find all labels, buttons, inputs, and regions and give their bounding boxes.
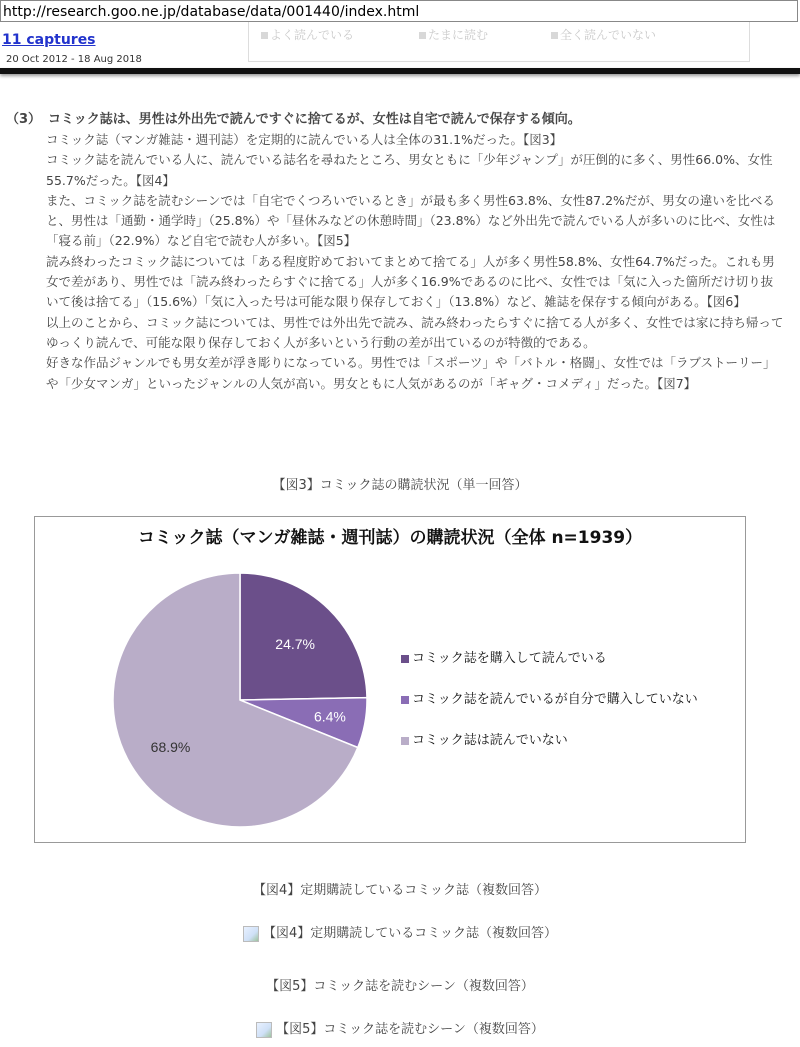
figure5-caption: 【図5】コミック誌を読むシーン（複数回答） xyxy=(266,979,534,994)
paragraph: コミック誌を読んでいる人に、読んでいる誌名を尋ねたところ、男女ともに「少年ジャンプ」が圧倒的に多く、男性66.0%、女性55.7%だった。【図4】 xyxy=(46,152,773,188)
section-heading xyxy=(6,108,581,127)
section-title: コミック誌は、男性は外出先で読んですぐに捨てるが、女性は自宅で読んで保存する傾向。 xyxy=(48,112,581,127)
figure4-caption: 【図4】定期購読しているコミック誌（複数回答） xyxy=(252,883,547,898)
broken-image-icon xyxy=(256,1022,272,1038)
paragraph: また、コミック誌を読むシーンでは「自宅でくつろいでいるとき」が最も多く男性63.8%、女性87.2%だが、男女の違いを比べると、男性は「通勤・通学時」（25.8%）や「昼休みなどの休憩時間」（23.8%）など外出先で読んでいる人が多いのに比べ、女性は「寝る前」（22.9%）など自宅で読む人が多い。【図5】 xyxy=(46,192,776,249)
broken-image-icon xyxy=(243,926,259,942)
legend-item-purchase: コミック誌を購入して読んでいる xyxy=(401,647,607,666)
legend-square-icon xyxy=(419,32,426,39)
section-number: （3） xyxy=(6,112,42,127)
legend-item-not-read: コミック誌は読んでいない xyxy=(401,729,568,748)
pie-chart-svg xyxy=(105,565,375,835)
article-body xyxy=(46,130,784,394)
legend-swatch-icon xyxy=(401,655,409,663)
figure4-alt-text: 【図4】定期購読しているコミック誌（複数回答） xyxy=(262,926,557,941)
faded-chart-legend xyxy=(248,22,750,62)
legend-square-icon xyxy=(551,32,558,39)
toolbar-divider xyxy=(0,68,800,74)
address-bar[interactable]: http://research.goo.ne.jp/database/data/001440/index.html xyxy=(0,0,798,22)
paragraph: 以上のことから、コミック誌については、男性では外出先で読み、読み終わったらすぐに捨てる人が多く、女性では家に持ち帰ってゆっくり読んで、可能な限り保存しておく人が多いという行動の差が出ているのが特徴的である。 xyxy=(46,314,784,350)
legend-square-icon xyxy=(261,32,268,39)
figure5-image[interactable] xyxy=(0,1018,800,1038)
legend-swatch-icon xyxy=(401,737,409,745)
figure4-image[interactable] xyxy=(0,922,800,942)
figure3-caption: 【図3】コミック誌の購読状況（単一回答） xyxy=(272,478,528,493)
pie-data-label: 68.9% xyxy=(150,738,191,755)
chart-title: コミック誌（マンガ雑誌・週刊誌）の購読状況（全体 n=1939） xyxy=(137,528,643,548)
capture-date-range: 20 Oct 2012 - 18 Aug 2018 xyxy=(6,54,142,65)
faded-legend-item: 全く読んでいない xyxy=(551,26,656,43)
legend-item-read-not-purchase: コミック誌を読んでいるが自分で購入していない xyxy=(401,688,698,707)
pie-chart xyxy=(34,516,746,843)
paragraph: 好きな作品ジャンルでも男女差が浮き彫りになっている。男性では「スポーツ」や「バトル・格闘」、女性では「ラブストーリー」や「少女マンガ」といったジャンルの人気が高い。男女ともに人気があるのが「ギャグ・コメディ」だった。【図7】 xyxy=(46,355,776,391)
legend-swatch-icon xyxy=(401,696,409,704)
pie-data-label: 6.4% xyxy=(313,708,346,725)
faded-legend-item: たまに読む xyxy=(419,26,488,43)
figure5-alt-text: 【図5】コミック誌を読むシーン（複数回答） xyxy=(276,1022,544,1037)
captures-link[interactable]: 11 captures xyxy=(2,32,96,48)
wayback-toolbar xyxy=(0,22,800,70)
paragraph: 読み終わったコミック誌については「ある程度貯めておいてまとめて捨てる」人が多く男性58.8%、女性64.7%だった。これも男女で差があり、男性では「読み終わったらすぐに捨てる」人が多く16.9%であるのに比べ、女性では「気に入った箇所だけ切り抜いて後は捨てる」（15.6%）「気に入った号は可能な限り保存しておく」（13.8%）など、雑誌を保存する傾向がある。【図6】 xyxy=(46,253,775,310)
faded-legend-item: よく読んでいる xyxy=(261,26,354,43)
paragraph: コミック誌（マンガ雑誌・週刊誌）を定期的に読んでいる人は全体の31.1%だった。【図3】 xyxy=(46,132,563,147)
pie-data-label: 24.7% xyxy=(275,635,316,652)
